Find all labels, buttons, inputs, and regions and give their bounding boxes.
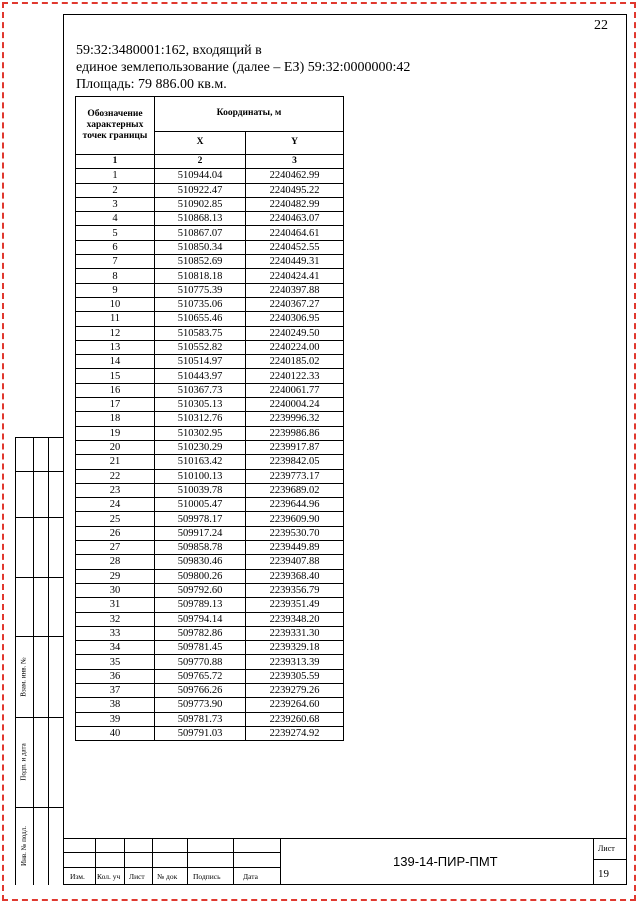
point-number-cell: 27 <box>76 541 155 555</box>
col-num-2: 2 <box>155 155 246 169</box>
y-coordinate-cell: 2239644.96 <box>246 498 344 512</box>
y-coordinate-cell: 2239305.59 <box>246 669 344 683</box>
table-row <box>76 555 344 569</box>
table-row <box>76 340 344 354</box>
x-coordinate-cell: 509794.14 <box>155 612 246 626</box>
y-coordinate-cell: 2239609.90 <box>246 512 344 526</box>
x-coordinate-cell: 510039.78 <box>155 483 246 497</box>
sheet-number: 19 <box>598 868 609 880</box>
col-num-1: 1 <box>76 155 155 169</box>
y-coordinate-cell: 2240463.07 <box>246 212 344 226</box>
side-stamp <box>15 437 63 885</box>
table-row <box>76 183 344 197</box>
x-coordinate-cell: 509830.46 <box>155 555 246 569</box>
y-coordinate-cell: 2240224.00 <box>246 340 344 354</box>
point-number-cell: 24 <box>76 498 155 512</box>
point-number-cell: 40 <box>76 726 155 740</box>
sheet-label: Лист <box>598 844 615 853</box>
label-podpis: Подпись <box>193 872 221 881</box>
y-coordinate-cell: 2239260.68 <box>246 712 344 726</box>
label-nom-dok: № док <box>157 872 178 881</box>
x-coordinate-cell: 510312.76 <box>155 412 246 426</box>
table-row <box>76 569 344 583</box>
y-coordinate-cell: 2239986.86 <box>246 426 344 440</box>
x-coordinate-cell: 509770.88 <box>155 655 246 669</box>
y-coordinate-cell: 2240464.61 <box>246 226 344 240</box>
point-number-cell: 17 <box>76 398 155 412</box>
x-coordinate-cell: 510100.13 <box>155 469 246 483</box>
point-number-cell: 36 <box>76 669 155 683</box>
point-number-cell: 19 <box>76 426 155 440</box>
y-coordinate-cell: 2240122.33 <box>246 369 344 383</box>
point-number-cell: 21 <box>76 455 155 469</box>
point-number-cell: 12 <box>76 326 155 340</box>
point-number-cell: 31 <box>76 598 155 612</box>
point-number-cell: 32 <box>76 612 155 626</box>
y-coordinate-cell: 2239368.40 <box>246 569 344 583</box>
y-coordinate-cell: 2240397.88 <box>246 283 344 297</box>
x-coordinate-cell: 510552.82 <box>155 340 246 354</box>
y-coordinate-cell: 2240495.22 <box>246 183 344 197</box>
table-row <box>76 297 344 311</box>
point-number-cell: 26 <box>76 526 155 540</box>
point-number-cell: 20 <box>76 440 155 454</box>
x-coordinate-cell: 510818.18 <box>155 269 246 283</box>
point-number-cell: 33 <box>76 626 155 640</box>
x-coordinate-cell: 509791.03 <box>155 726 246 740</box>
x-coordinate-cell: 510655.46 <box>155 312 246 326</box>
y-coordinate-cell: 2239274.92 <box>246 726 344 740</box>
point-number-cell: 37 <box>76 683 155 697</box>
point-number-cell: 22 <box>76 469 155 483</box>
coordinates-table <box>75 96 344 741</box>
x-coordinate-cell: 510367.73 <box>155 383 246 397</box>
y-coordinate-cell: 2239329.18 <box>246 641 344 655</box>
table-row <box>76 312 344 326</box>
point-number-cell: 29 <box>76 569 155 583</box>
y-coordinate-cell: 2239313.39 <box>246 655 344 669</box>
table-row <box>76 398 344 412</box>
y-coordinate-cell: 2239351.49 <box>246 598 344 612</box>
x-coordinate-cell: 510902.85 <box>155 197 246 211</box>
x-coordinate-cell: 510305.13 <box>155 398 246 412</box>
point-number-cell: 15 <box>76 369 155 383</box>
x-coordinate-cell: 510850.34 <box>155 240 246 254</box>
y-coordinate-cell: 2239279.26 <box>246 683 344 697</box>
y-coordinate-cell: 2239356.79 <box>246 583 344 597</box>
table-row <box>76 598 344 612</box>
table-row <box>76 283 344 297</box>
x-coordinate-cell: 510735.06 <box>155 297 246 311</box>
table-row <box>76 326 344 340</box>
table-row <box>76 212 344 226</box>
point-number-cell: 9 <box>76 283 155 297</box>
point-number-cell: 5 <box>76 226 155 240</box>
point-number-cell: 39 <box>76 712 155 726</box>
y-coordinate-cell: 2239348.20 <box>246 612 344 626</box>
heading-line-1: 59:32:3480001:162, входящий в <box>76 43 262 58</box>
label-list: Лист <box>129 872 145 881</box>
table-row <box>76 255 344 269</box>
x-coordinate-cell: 510944.04 <box>155 169 246 183</box>
table-row <box>76 440 344 454</box>
heading <box>76 42 410 93</box>
table-row <box>76 269 344 283</box>
point-number-cell: 8 <box>76 269 155 283</box>
table-row <box>76 541 344 555</box>
label-kol-uch: Кол. уч <box>97 872 121 881</box>
title-block <box>63 838 627 885</box>
y-coordinate-cell: 2239530.70 <box>246 526 344 540</box>
table-row <box>76 498 344 512</box>
table-body <box>76 169 344 741</box>
inv-vzam-label: Взам. инв. № <box>20 656 29 697</box>
x-coordinate-cell: 509789.13 <box>155 598 246 612</box>
inv-podl-label: Инв. № подл. <box>20 826 29 866</box>
x-coordinate-cell: 509766.26 <box>155 683 246 697</box>
point-number-cell: 16 <box>76 383 155 397</box>
point-number-cell: 34 <box>76 641 155 655</box>
x-coordinate-cell: 510514.97 <box>155 355 246 369</box>
x-coordinate-cell: 509781.45 <box>155 641 246 655</box>
point-number-cell: 14 <box>76 355 155 369</box>
y-coordinate-cell: 2240249.50 <box>246 326 344 340</box>
x-coordinate-cell: 510005.47 <box>155 498 246 512</box>
point-number-cell: 25 <box>76 512 155 526</box>
col-num-3: 3 <box>246 155 344 169</box>
table-row <box>76 712 344 726</box>
table-row <box>76 512 344 526</box>
header-x: X <box>155 131 246 154</box>
point-number-cell: 38 <box>76 698 155 712</box>
y-coordinate-cell: 2240424.41 <box>246 269 344 283</box>
label-data: Дата <box>243 872 258 881</box>
table-row <box>76 483 344 497</box>
table-row <box>76 612 344 626</box>
table-row <box>76 683 344 697</box>
y-coordinate-cell: 2239407.88 <box>246 555 344 569</box>
y-coordinate-cell: 2240061.77 <box>246 383 344 397</box>
y-coordinate-cell: 2239996.32 <box>246 412 344 426</box>
table-row <box>76 641 344 655</box>
point-number-cell: 18 <box>76 412 155 426</box>
table-row <box>76 169 344 183</box>
y-coordinate-cell: 2239773.17 <box>246 469 344 483</box>
header-coords: Координаты, м <box>155 97 344 132</box>
x-coordinate-cell: 510922.47 <box>155 183 246 197</box>
x-coordinate-cell: 509792.60 <box>155 583 246 597</box>
x-coordinate-cell: 510443.97 <box>155 369 246 383</box>
x-coordinate-cell: 510852.69 <box>155 255 246 269</box>
point-number-cell: 28 <box>76 555 155 569</box>
point-number-cell: 3 <box>76 197 155 211</box>
x-coordinate-cell: 510163.42 <box>155 455 246 469</box>
y-coordinate-cell: 2240367.27 <box>246 297 344 311</box>
point-number-cell: 23 <box>76 483 155 497</box>
y-coordinate-cell: 2240306.95 <box>246 312 344 326</box>
table-row <box>76 355 344 369</box>
table-row <box>76 455 344 469</box>
table-row <box>76 226 344 240</box>
x-coordinate-cell: 509765.72 <box>155 669 246 683</box>
document-code: 139-14-ПИР-ПМТ <box>393 854 498 869</box>
podp-data-label: Подп. и дата <box>20 743 28 781</box>
table-row <box>76 426 344 440</box>
y-coordinate-cell: 2240185.02 <box>246 355 344 369</box>
header-y: Y <box>246 131 344 154</box>
table-row <box>76 655 344 669</box>
y-coordinate-cell: 2239689.02 <box>246 483 344 497</box>
x-coordinate-cell: 510867.07 <box>155 226 246 240</box>
x-coordinate-cell: 510230.29 <box>155 440 246 454</box>
x-coordinate-cell: 509781.73 <box>155 712 246 726</box>
page-number: 22 <box>594 18 608 33</box>
table-row <box>76 698 344 712</box>
x-coordinate-cell: 509858.78 <box>155 541 246 555</box>
table-row <box>76 626 344 640</box>
label-izm: Изм. <box>70 872 85 881</box>
x-coordinate-cell: 510868.13 <box>155 212 246 226</box>
header-point: Обозначение характерных точек границы <box>76 97 155 155</box>
y-coordinate-cell: 2240482.99 <box>246 197 344 211</box>
y-coordinate-cell: 2240452.55 <box>246 240 344 254</box>
y-coordinate-cell: 2239842.05 <box>246 455 344 469</box>
y-coordinate-cell: 2239917.87 <box>246 440 344 454</box>
point-number-cell: 30 <box>76 583 155 597</box>
table-row <box>76 383 344 397</box>
x-coordinate-cell: 510583.75 <box>155 326 246 340</box>
point-number-cell: 11 <box>76 312 155 326</box>
x-coordinate-cell: 510302.95 <box>155 426 246 440</box>
table-row <box>76 412 344 426</box>
heading-line-3: Площадь: 79 886.00 кв.м. <box>76 77 227 92</box>
y-coordinate-cell: 2240449.31 <box>246 255 344 269</box>
point-number-cell: 10 <box>76 297 155 311</box>
x-coordinate-cell: 509978.17 <box>155 512 246 526</box>
point-number-cell: 2 <box>76 183 155 197</box>
y-coordinate-cell: 2240004.24 <box>246 398 344 412</box>
y-coordinate-cell: 2239449.89 <box>246 541 344 555</box>
point-number-cell: 1 <box>76 169 155 183</box>
x-coordinate-cell: 509800.26 <box>155 569 246 583</box>
table-row <box>76 369 344 383</box>
point-number-cell: 4 <box>76 212 155 226</box>
table-row <box>76 726 344 740</box>
y-coordinate-cell: 2239264.60 <box>246 698 344 712</box>
point-number-cell: 7 <box>76 255 155 269</box>
table-row <box>76 469 344 483</box>
x-coordinate-cell: 510775.39 <box>155 283 246 297</box>
table-row <box>76 526 344 540</box>
x-coordinate-cell: 509773.90 <box>155 698 246 712</box>
table-row <box>76 240 344 254</box>
table-row <box>76 669 344 683</box>
point-number-cell: 13 <box>76 340 155 354</box>
heading-line-2: единое землепользование (далее – ЕЗ) 59:32:0000000:42 <box>76 60 411 75</box>
table-row <box>76 583 344 597</box>
table-row <box>76 197 344 211</box>
point-number-cell: 35 <box>76 655 155 669</box>
point-number-cell: 6 <box>76 240 155 254</box>
x-coordinate-cell: 509917.24 <box>155 526 246 540</box>
y-coordinate-cell: 2239331.30 <box>246 626 344 640</box>
y-coordinate-cell: 2240462.99 <box>246 169 344 183</box>
x-coordinate-cell: 509782.86 <box>155 626 246 640</box>
